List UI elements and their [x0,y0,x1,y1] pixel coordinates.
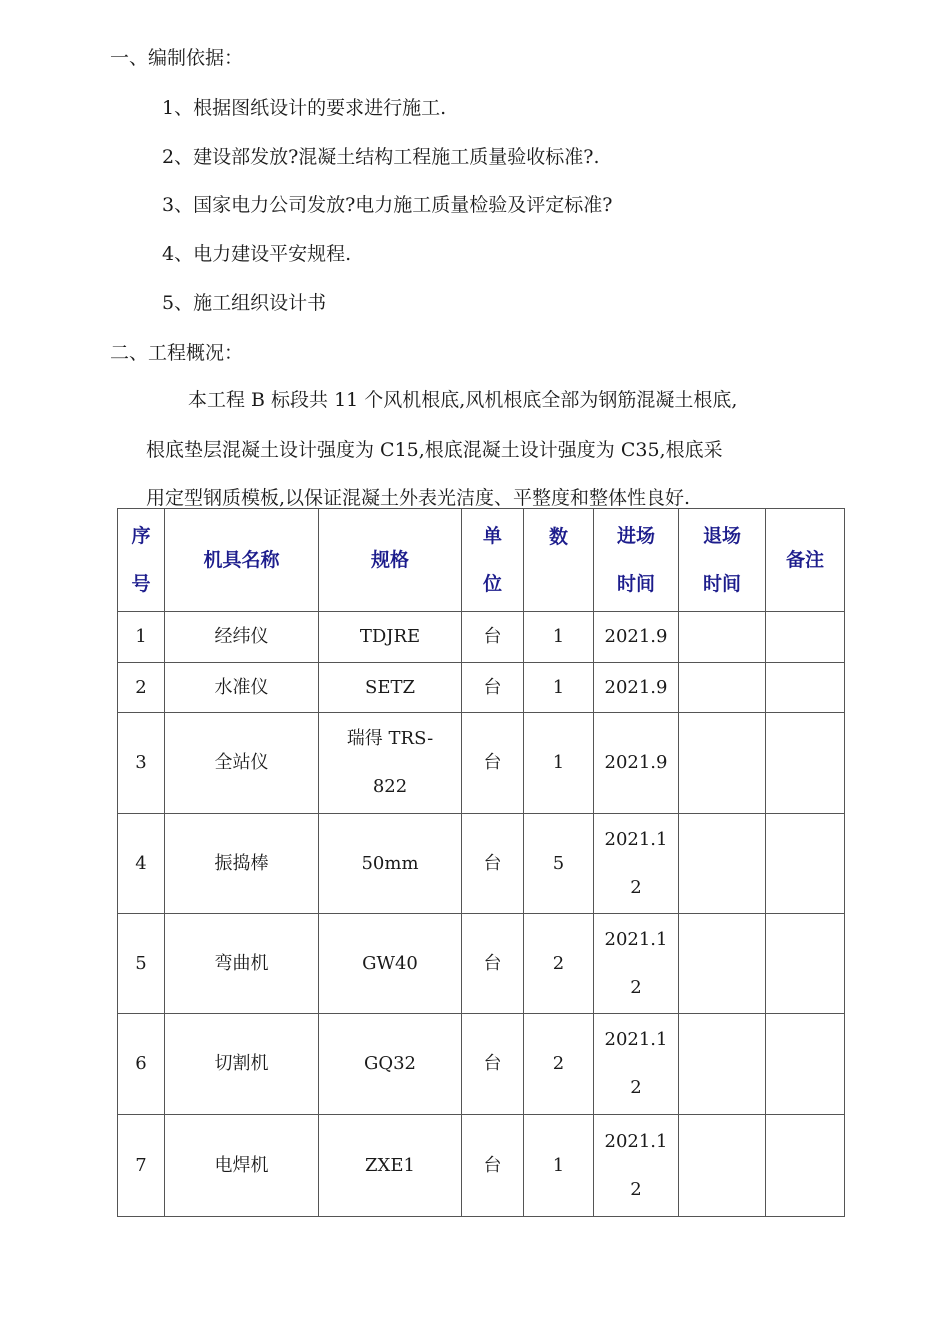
cell-seq: 1 [118,612,165,663]
cell-qty: 1 [524,1115,594,1217]
cell-name: 切割机 [165,1014,319,1115]
cell-name: 经纬仪 [165,612,319,663]
table-row [118,914,845,1014]
header-cell-unit: 单位 [462,509,524,612]
table-row [118,1115,845,1217]
cell-qty: 1 [524,713,594,814]
basis-item: 1、根据图纸设计的要求进行施工. [162,97,447,119]
cell-name: 电焊机 [165,1115,319,1217]
section-heading-overview: 二、工程概况： [110,342,244,364]
cell-exit-time [679,814,766,914]
cell-name: 振捣棒 [165,814,319,914]
table-row [118,612,845,663]
cell-exit-time [679,914,766,1014]
cell-unit: 台 [462,914,524,1014]
cell-remark [766,1115,845,1217]
cell-spec: GW40 [319,914,462,1014]
cell-unit: 台 [462,612,524,663]
cell-remark [766,713,845,814]
cell-remark [766,1014,845,1115]
cell-seq: 2 [118,663,165,713]
cell-qty: 1 [524,663,594,713]
basis-item: 2、建设部发放?混凝土结构工程施工质量验收标准?. [162,146,600,168]
overview-paragraph-line: 本工程 B 标段共 11 个风机根底,风机根底全部为钢筋混凝土根底, [188,389,738,411]
cell-exit-time [679,713,766,814]
table-row [118,814,845,914]
cell-remark [766,612,845,663]
header-cell-remark: 备注 [766,509,845,612]
basis-item: 4、电力建设平安规程. [162,243,352,265]
cell-entry-time: 2021.9 [594,663,679,713]
cell-exit-time [679,1115,766,1217]
cell-qty: 2 [524,1014,594,1115]
overview-paragraph-line: 根底垫层混凝土设计强度为 C15,根底混凝土设计强度为 C35,根底采 [146,439,723,461]
header-cell-name: 机具名称 [165,509,319,612]
cell-seq: 3 [118,713,165,814]
table-row [118,713,845,814]
cell-spec: 瑞得 TRS-822 [319,713,462,814]
header-cell-spec: 规格 [319,509,462,612]
cell-remark [766,914,845,1014]
cell-spec: ZXE1 [319,1115,462,1217]
cell-spec: SETZ [319,663,462,713]
cell-seq: 6 [118,1014,165,1115]
cell-remark [766,814,845,914]
cell-qty: 2 [524,914,594,1014]
cell-unit: 台 [462,663,524,713]
header-cell-seq: 序号 [118,509,165,612]
cell-exit-time [679,1014,766,1115]
cell-unit: 台 [462,713,524,814]
cell-entry-time: 2021.9 [594,612,679,663]
header-cell-qty: 数 [524,509,594,612]
cell-remark [766,663,845,713]
cell-qty: 5 [524,814,594,914]
cell-qty: 1 [524,612,594,663]
cell-exit-time [679,612,766,663]
section-heading-basis: 一、编制依据： [110,47,244,69]
cell-seq: 5 [118,914,165,1014]
cell-spec: TDJRE [319,612,462,663]
table-header-row [118,509,845,612]
cell-spec: GQ32 [319,1014,462,1115]
table-row [118,663,845,713]
cell-unit: 台 [462,1014,524,1115]
cell-entry-time: 2021.12 [594,914,679,1014]
cell-name: 弯曲机 [165,914,319,1014]
cell-unit: 台 [462,814,524,914]
cell-spec: 50mm [319,814,462,914]
cell-exit-time [679,663,766,713]
cell-seq: 4 [118,814,165,914]
cell-name: 水准仪 [165,663,319,713]
table-row [118,1014,845,1115]
cell-entry-time: 2021.12 [594,814,679,914]
cell-entry-time: 2021.9 [594,713,679,814]
header-cell-exit-time: 退场时间 [679,509,766,612]
cell-entry-time: 2021.12 [594,1115,679,1217]
overview-paragraph-line: 用定型钢质模板,以保证混凝土外表光洁度、平整度和整体性良好. [146,487,691,509]
cell-name: 全站仪 [165,713,319,814]
cell-seq: 7 [118,1115,165,1217]
cell-unit: 台 [462,1115,524,1217]
basis-item: 5、施工组织设计书 [162,292,327,314]
cell-entry-time: 2021.12 [594,1014,679,1115]
basis-item: 3、国家电力公司发放?电力施工质量检验及评定标准? [162,194,613,216]
header-cell-entry-time: 进场时间 [594,509,679,612]
equipment-table [117,508,845,1217]
